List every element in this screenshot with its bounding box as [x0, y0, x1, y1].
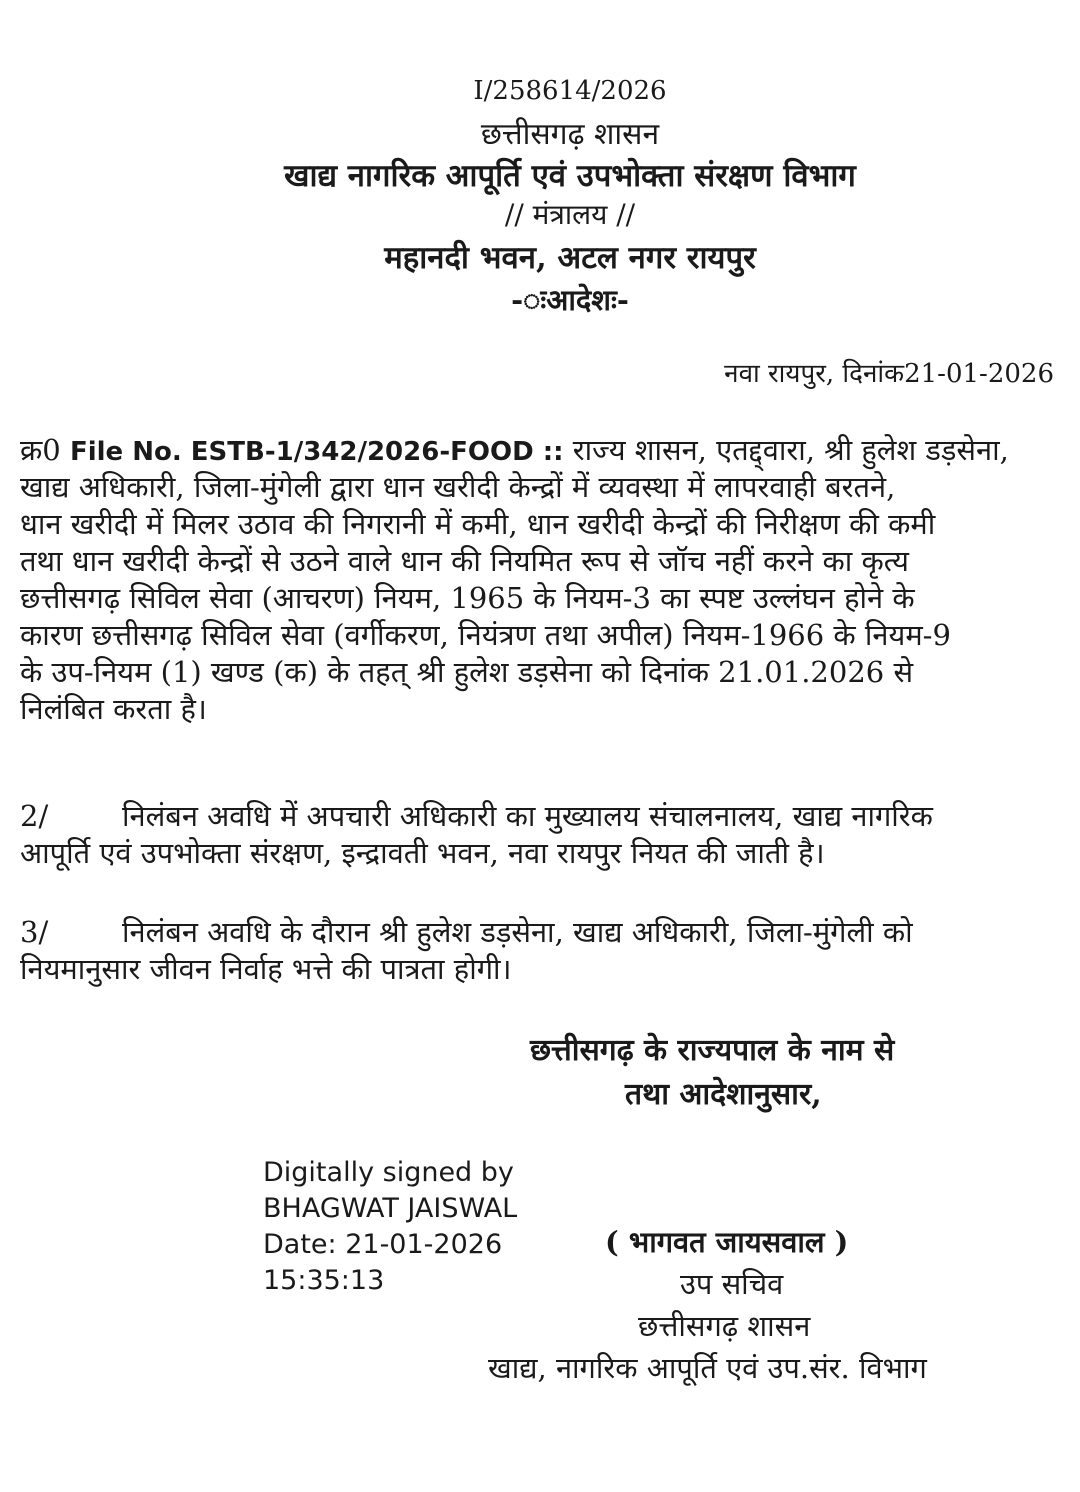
- signer-name: BHAGWAT JAISWAL: [263, 1193, 518, 1224]
- text-line: कारण छत्तीसगढ़ सिविल सेवा (वर्गीकरण, नियंत्रण तथा अपील) नियम-1966 के नियम-9: [20, 618, 951, 652]
- signature-time: 15:35:13: [263, 1265, 385, 1296]
- text-line: नियमानुसार जीवन निर्वाह भत्ते की पात्रता होगी।: [20, 952, 512, 986]
- order-title: -◌ःआदेशः-: [511, 283, 629, 317]
- paragraph-2: [20, 798, 1080, 872]
- authority-line-2: तथा आदेशानुसार,: [625, 1077, 822, 1112]
- text-line: धान खरीदी में मिलर उठाव की निगरानी में कमी, धान खरीदी केन्द्रों की निरीक्षण की कमी: [20, 507, 936, 541]
- order-date: नवा रायपुर, दिनांक21-01-2026: [724, 359, 1054, 389]
- signatory-department: खाद्य, नागरिक आपूर्ति एवं उप.संर. विभाग: [488, 1351, 927, 1385]
- authority-line-1: छत्तीसगढ़ के राज्यपाल के नाम से: [530, 1033, 895, 1068]
- paragraph-number: 3/: [20, 915, 49, 949]
- signature-date: Date: 21-01-2026: [263, 1229, 503, 1260]
- order-prefix: क्र0: [20, 433, 61, 467]
- text-line: निलंबन अवधि में अपचारी अधिकारी का मुख्यालय संचालनालय, खाद्य नागरिक: [122, 799, 933, 833]
- text-line: छत्तीसगढ़ सिविल सेवा (आचरण) नियम, 1965 के नियम-3 का स्पष्ट उल्लंघन होने के: [20, 581, 915, 615]
- signatory-name: ( भागवत जायसवाल ): [605, 1225, 849, 1259]
- signatory-designation: उप सचिव: [680, 1267, 784, 1301]
- ministry-label: // मंत्रालय //: [504, 198, 636, 231]
- text-line: तथा धान खरीदी केन्द्रों से उठने वाले धान की नियमित रूप से जॉच नहीं करने का कृत्य: [20, 544, 909, 578]
- digital-signature-line: Digitally signed by: [263, 1157, 514, 1188]
- paragraph-3: [20, 914, 1080, 988]
- paragraph-number: 2/: [20, 799, 49, 833]
- text-line: के उप-नियम (1) खण्ड (क) के तहत् श्री हुलेश डड़सेना को दिनांक 21.01.2026 से: [20, 655, 914, 689]
- text-line: राज्य शासन, एतद्द्वारा, श्री हुलेश डड़सेना,: [563, 433, 1009, 467]
- digital-signature-block: [263, 1155, 517, 1299]
- text-line: आपूर्ति एवं उपभोक्ता संरक्षण, इन्द्रावती भवन, नवा रायपुर नियत की जाती है।: [20, 836, 825, 870]
- text-line: निलंबित करता है।: [20, 692, 207, 726]
- paragraph-1: [20, 432, 1080, 728]
- file-number: File No. ESTB-1/342/2026-FOOD ::: [69, 437, 564, 467]
- signatory-government: छत्तीसगढ़ शासन: [638, 1309, 811, 1343]
- reference-number: I/258614/2026: [473, 76, 667, 106]
- department-name: खाद्य नागरिक आपूर्ति एवं उपभोक्ता संरक्षण विभाग: [284, 158, 856, 194]
- office-address: महानदी भवन, अटल नगर रायपुर: [384, 240, 756, 276]
- text-line: खाद्य अधिकारी, जिला-मुंगेली द्वारा धान खरीदी केन्द्रों में व्यवस्था में लापरवाही बरतने,: [20, 470, 896, 504]
- text-line: निलंबन अवधि के दौरान श्री हुलेश डड़सेना, खाद्य अधिकारी, जिला-मुंगेली को: [122, 915, 913, 949]
- government-name: छत्तीसगढ़ शासन: [480, 117, 660, 152]
